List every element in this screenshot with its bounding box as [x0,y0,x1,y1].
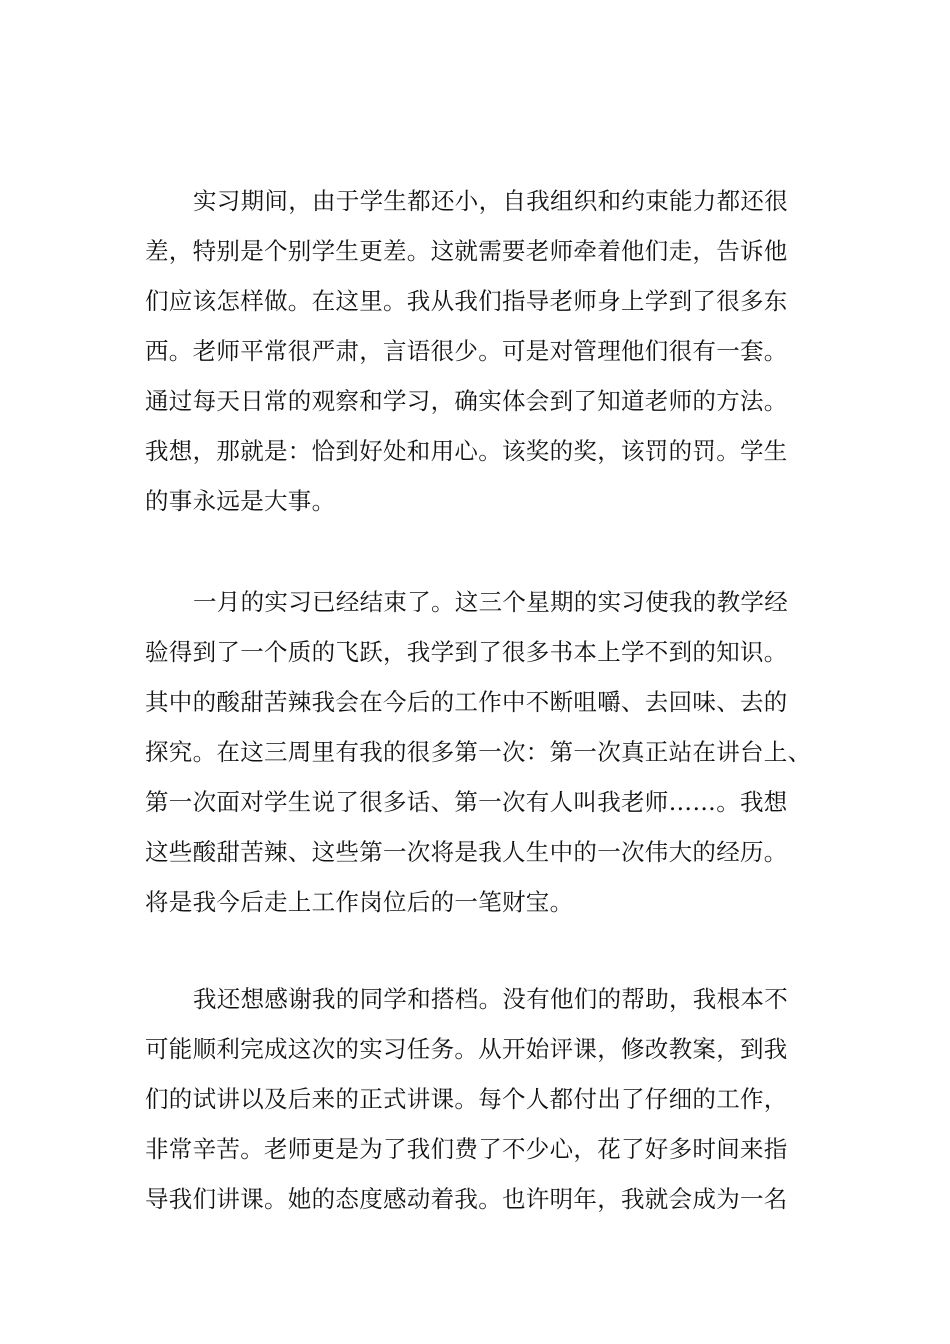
paragraph-internship-period [145,176,825,526]
text-line: 可能顺利完成这次的实习任务。从开始评课，修改教案，到我 [145,1035,788,1063]
text-line: 我想，那就是：恰到好处和用心。该奖的奖，该罚的罚。学生 [145,437,788,465]
text-line: 实习期间，由于学生都还小，自我组织和约束能力都还很 [193,187,788,215]
text-line: 非常辛苦。老师更是为了我们费了不少心，花了好多时间来指 [145,1135,788,1163]
paragraph-thanks [145,974,825,1224]
text-line: 差，特别是个别学生更差。这就需要老师牵着他们走，告诉他 [145,237,788,265]
text-line: 们的试讲以及后来的正式讲课。每个人都付出了仔细的工作， [145,1085,788,1113]
text-line: 们应该怎样做。在这里。我从我们指导老师身上学到了很多东 [145,287,788,315]
text-line: 验得到了一个质的飞跃，我学到了很多书本上学不到的知识。 [145,638,788,666]
text-line: 西。老师平常很严肃，言语很少。可是对管理他们很有一套。 [145,337,788,365]
paragraph-internship-ended [145,577,825,927]
text-line: 第一次面对学生说了很多话、第一次有人叫我老师……。我想 [145,788,788,816]
text-line: 的事永远是大事。 [145,487,336,515]
text-line: 将是我今后走上工作岗位后的一笔财宝。 [145,888,574,916]
text-line: 通过每天日常的观察和学习，确实体会到了知道老师的方法。 [145,387,788,415]
text-line: 探究。在这三周里有我的很多第一次：第一次真正站在讲台上、 [145,738,812,766]
text-line: 这些酸甜苦辣、这些第一次将是我人生中的一次伟大的经历。 [145,838,788,866]
text-line: 其中的酸甜苦辣我会在今后的工作中不断咀嚼、去回味、去的 [145,688,788,716]
text-line: 一月的实习已经结束了。这三个星期的实习使我的教学经 [193,588,788,616]
text-line: 我还想感谢我的同学和搭档。没有他们的帮助，我根本不 [193,985,788,1013]
text-line: 导我们讲课。她的态度感动着我。也许明年，我就会成为一名 [145,1185,788,1213]
